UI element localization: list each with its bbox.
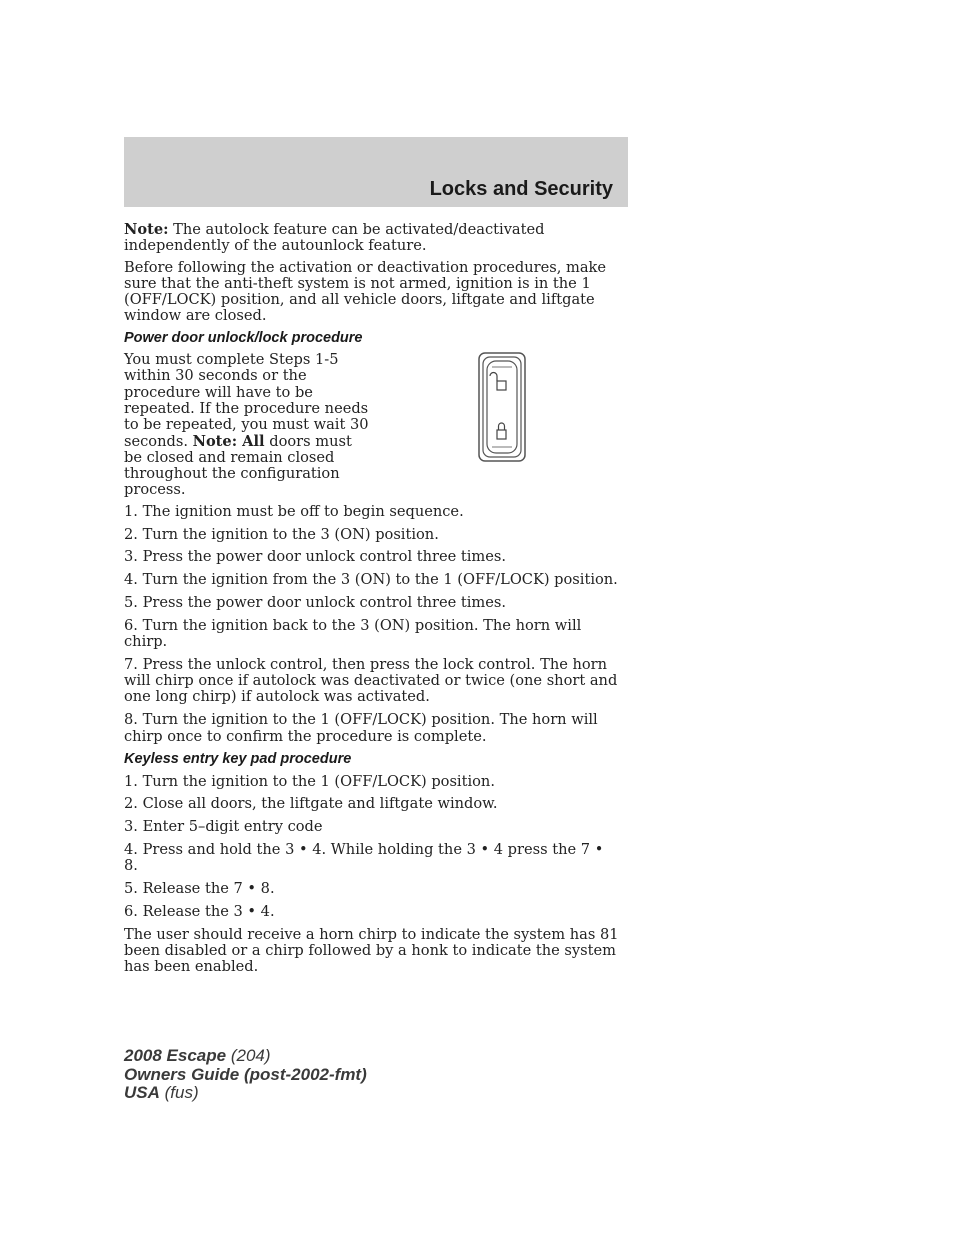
page-number: 81 [600, 926, 619, 943]
section-header-band [124, 137, 628, 207]
keypad-step-1: 1. Turn the ignition to the 1 (OFF/LOCK) position. [124, 772, 495, 790]
power-step-4: 4. Turn the ignition from the 3 (ON) to the 1 (OFF/LOCK) position. [124, 571, 618, 589]
power-door-heading: Power door unlock/lock procedure [124, 329, 363, 346]
keypad-step-4: 4. Press and hold the 3 • 4. While holding the 3 • 4 press the 7 • 8. [124, 841, 604, 875]
keypad-heading: Keyless entry key pad procedure [124, 751, 352, 768]
power-step-7: 7. Press the unlock control, then press the lock control. The horn will chirp once if autolock was deactivated or twice (one short and one long chirp) if autolock was activated. [124, 655, 618, 706]
door-lock-switch-figure [478, 352, 528, 464]
autolock-note [124, 222, 620, 255]
document-footer [124, 1047, 367, 1103]
keypad-step-2: 2. Close all doors, the liftgate and liftgate window. [124, 795, 498, 813]
keypad-step-5: 5. Release the 7 • 8. [124, 880, 275, 898]
keypad-closing-text: The user should receive a horn chirp to indicate the system has been disabled or a chirp followed by a honk to indicate the system has been enabled. [124, 925, 616, 976]
footer-line-3 [124, 1084, 367, 1103]
footer-market-code: (fus) [164, 1083, 199, 1102]
footer-line-1 [124, 1047, 367, 1066]
footer-market: USA [124, 1083, 160, 1102]
before-procedure-text: Before following the activation or deactivation procedures, make sure that the anti-theft system is not armed, ignition is in the 1 (OFF/LOCK) position, and all vehicle doors, liftgate and liftgate window are closed. [124, 258, 607, 325]
note-text: The autolock feature can be activated/deactivated independently of the autounlock feature. [124, 221, 545, 255]
section-title: Locks and Security [429, 178, 613, 200]
keypad-step-3: 3. Enter 5–digit entry code [124, 818, 323, 836]
power-door-intro-text [124, 352, 374, 499]
footer-model: 2008 Escape [124, 1046, 227, 1065]
keypad-step-6: 6. Release the 3 • 4. [124, 902, 275, 920]
power-step-3: 3. Press the power door unlock control three times. [124, 548, 507, 566]
power-door-intro [124, 352, 620, 499]
note-all-label: Note: All [192, 432, 265, 450]
footer-line-2: Owners Guide (post-2002-fmt) [124, 1064, 367, 1084]
power-step-5: 5. Press the power door unlock control three times. [124, 593, 507, 611]
intro-sentence: You must complete Steps 1-5 within 30 seconds or the procedure will have to be repeated. If the procedure needs to be repeated, you must wait 30 seconds. [124, 351, 369, 450]
note-label: Note: [124, 221, 169, 238]
power-step-6: 6. Turn the ignition back to the 3 (ON) position. The horn will chirp. [124, 616, 582, 651]
power-step-2: 2. Turn the ignition to the 3 (ON) position. [124, 525, 439, 543]
note-all-text: doors must be closed and remain closed throughout the configuration process. [124, 432, 352, 499]
page-content [124, 222, 620, 981]
power-step-1: 1. The ignition must be off to begin sequence. [124, 502, 464, 520]
footer-model-code: (204) [230, 1046, 271, 1065]
power-step-8: 8. Turn the ignition to the 1 (OFF/LOCK) position. The horn will chirp once to confirm the procedure is complete. [124, 711, 598, 745]
